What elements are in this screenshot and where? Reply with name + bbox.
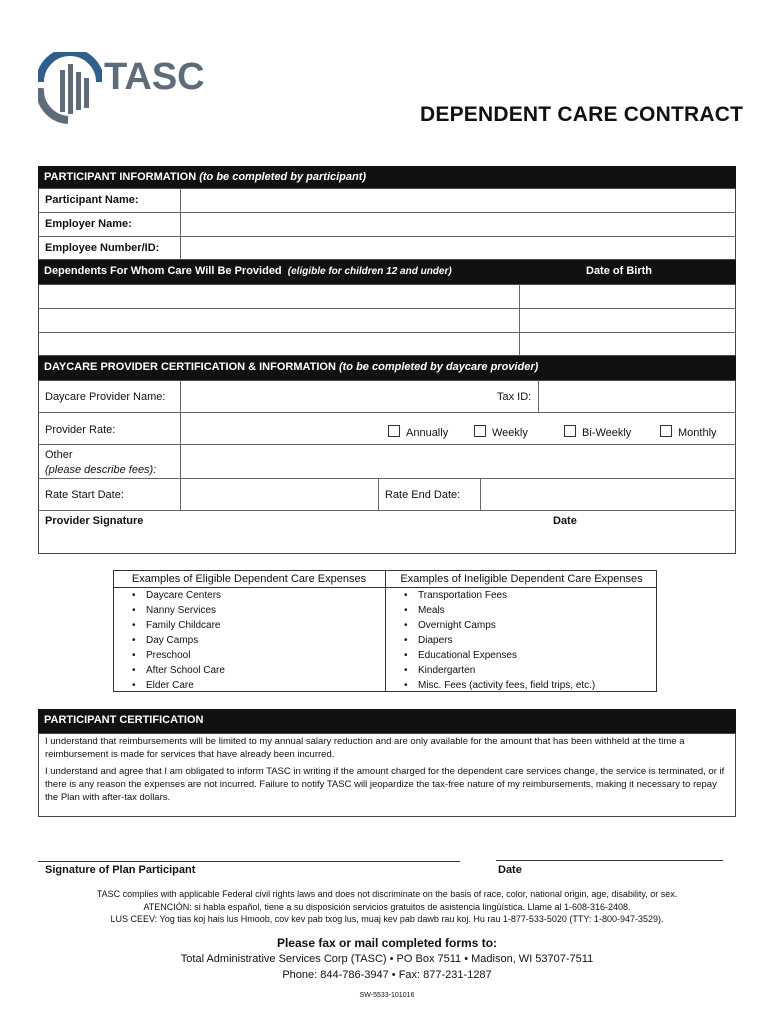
annually-checkbox[interactable] xyxy=(388,425,400,437)
dependent-name-field-1[interactable] xyxy=(39,285,518,307)
ineligible-item: • Educational Expenses xyxy=(390,648,652,663)
participant-name-field[interactable] xyxy=(182,189,734,211)
spanish-notice: ATENCIÓN: si habla español, tiene a su disposición servicios gratuitos de asistencia lingüística. Llame al 1-608-316-2408. xyxy=(143,902,631,912)
ineligible-list xyxy=(390,588,652,693)
dependent-dob-field-2[interactable] xyxy=(520,309,735,331)
dependent-dob-field-1[interactable] xyxy=(520,285,735,307)
provider-heading: DAYCARE PROVIDER CERTIFICATION & INFORMATION xyxy=(44,361,336,373)
dependent-dob-field-3[interactable] xyxy=(520,333,735,355)
dependent-name-field-2[interactable] xyxy=(39,309,518,331)
participant-signature-label: Signature of Plan Participant xyxy=(45,864,196,876)
tasc-logo xyxy=(38,52,218,127)
provider-heading-note: (to be completed by daycare provider) xyxy=(338,361,539,373)
eligible-item: • After School Care xyxy=(118,663,380,678)
hmong-notice: LUS CEEV: Yog tias koj hais lus Hmoob, cov kev pab txog lus, muaj kev pab dawb rau koj. Hu rau 1-877-533-5020 (TTY: 1-800-947-3529). xyxy=(110,914,664,924)
rate-start-field[interactable] xyxy=(182,479,377,509)
provider-date-field[interactable] xyxy=(530,530,734,552)
rate-start-label: Rate Start Date: xyxy=(45,489,124,501)
dob-label: Date of Birth xyxy=(586,265,652,277)
provider-rate-label: Provider Rate: xyxy=(45,424,116,436)
page-title: DEPENDENT CARE CONTRACT xyxy=(420,103,744,126)
logo-text: TASC xyxy=(104,56,205,98)
eligible-item: • Family Childcare xyxy=(118,618,380,633)
eligible-item: • Nanny Services xyxy=(118,603,380,618)
option-biweekly[interactable]: Bi-Weekly xyxy=(564,425,631,439)
tax-id-field[interactable] xyxy=(540,381,735,411)
dependents-header xyxy=(38,260,736,284)
phone-fax: Phone: 844-786-3947 • Fax: 877-231-1287 xyxy=(282,969,492,981)
ineligible-title: Examples of Ineligible Dependent Care Expenses xyxy=(400,573,643,585)
employee-number-label: Employee Number/ID: xyxy=(45,242,160,254)
employee-number-field[interactable] xyxy=(182,237,734,259)
ineligible-item: • Transportation Fees xyxy=(390,588,652,603)
eligible-list xyxy=(118,588,380,693)
rate-end-label: Rate End Date: xyxy=(385,489,461,501)
eligible-item: • Day Camps xyxy=(118,633,380,648)
ineligible-item: • Overnight Camps xyxy=(390,618,652,633)
ineligible-item: • Diapers xyxy=(390,633,652,648)
option-weekly[interactable]: Weekly xyxy=(474,425,528,439)
mail-address: Total Administrative Services Corp (TASC) • PO Box 7511 • Madison, WI 53707-7511 xyxy=(180,953,594,965)
provider-name-field[interactable] xyxy=(182,381,492,411)
option-monthly[interactable]: Monthly xyxy=(660,425,717,439)
provider-rate-field[interactable] xyxy=(182,413,382,443)
participant-signature-field[interactable] xyxy=(38,840,460,860)
tax-id-label: Tax ID: xyxy=(497,391,532,403)
dependents-note: (eligible for children 12 and under) xyxy=(287,266,452,277)
certification-header: PARTICIPANT CERTIFICATION xyxy=(38,709,736,733)
eligible-item: • Elder Care xyxy=(118,678,380,693)
dependent-name-field-3[interactable] xyxy=(39,333,518,355)
provider-header xyxy=(38,356,736,380)
provider-signature-label: Provider Signature xyxy=(45,515,144,527)
eligible-item: • Preschool xyxy=(118,648,380,663)
ineligible-item: • Misc. Fees (activity fees, field trips, etc.) xyxy=(390,678,652,693)
participant-heading: PARTICIPANT INFORMATION xyxy=(44,171,197,183)
provider-date-label: Date xyxy=(553,515,577,527)
fax-title: Please fax or mail completed forms to: xyxy=(276,936,498,950)
nondiscrimination-notice: TASC complies with applicable Federal civil rights laws and does not discriminate on the basis of race, color, national origin, age, disability, or sex. xyxy=(96,889,678,899)
employer-name-label: Employer Name: xyxy=(45,218,132,230)
biweekly-checkbox[interactable] xyxy=(564,425,576,437)
dependents-label: Dependents For Whom Care Will Be Provided xyxy=(44,265,282,277)
tasc-logo-icon xyxy=(38,52,102,124)
certification-para-2: I understand and agree that I am obligated to inform TASC in writing if the amount charged for the dependent care services change, the service is terminated, or if there is any reason the expenses are not incurred. Failure to notify TASC will jeopardize the tax-free nature of my reimbursements, making it necessary to repay the Plan with after-tax dollars. xyxy=(45,766,725,803)
option-annually[interactable]: Annually xyxy=(388,425,448,439)
rate-end-field[interactable] xyxy=(482,479,735,509)
provider-name-label: Daycare Provider Name: xyxy=(45,391,166,403)
ineligible-item: • Meals xyxy=(390,603,652,618)
participant-info-header xyxy=(38,166,736,188)
employer-name-field[interactable] xyxy=(182,213,734,235)
participant-name-label: Participant Name: xyxy=(45,194,139,206)
participant-date-field[interactable] xyxy=(496,840,723,860)
eligible-item: • Daycare Centers xyxy=(118,588,380,603)
ineligible-item: • Kindergarten xyxy=(390,663,652,678)
certification-para-1: I understand that reimbursements will be limited to my annual salary reduction and are only available for the amount that has been withheld at the time a reimbursement is made for services that have already been incurred. xyxy=(45,736,685,760)
monthly-checkbox[interactable] xyxy=(660,425,672,437)
provider-signature-field[interactable] xyxy=(40,530,520,552)
eligible-title: Examples of Eligible Dependent Care Expenses xyxy=(131,573,367,585)
participant-date-label: Date xyxy=(498,864,522,876)
weekly-checkbox[interactable] xyxy=(474,425,486,437)
other-fees-field[interactable] xyxy=(182,445,735,477)
other-fees-label: Other (please describe fees): xyxy=(45,449,157,476)
certification-box xyxy=(38,733,736,817)
participant-heading-note: (to be completed by participant) xyxy=(199,171,367,183)
form-code: SW-5533-101016 xyxy=(359,992,415,999)
